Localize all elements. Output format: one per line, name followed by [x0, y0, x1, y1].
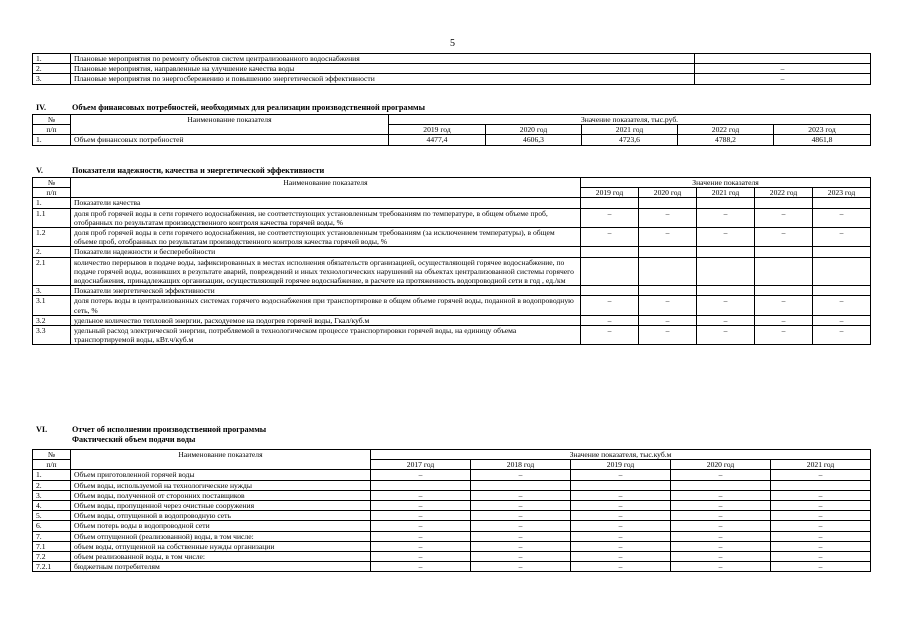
row-value: –	[581, 326, 639, 345]
row-value	[371, 480, 471, 490]
table-row	[33, 531, 871, 541]
row-value: –	[755, 296, 813, 315]
row-value: –	[771, 531, 871, 541]
section-4-heading	[36, 103, 425, 112]
row-value	[581, 286, 639, 296]
row-number: 5.	[33, 511, 71, 521]
row-value	[581, 198, 639, 208]
row-value: –	[371, 521, 471, 531]
row-value	[581, 257, 639, 286]
row-number: 7.	[33, 531, 71, 541]
row-name: Плановые мероприятия, направленные на улучшение качества воды	[71, 64, 695, 74]
row-name: бюджетным потребителям	[71, 562, 371, 572]
table-row	[33, 286, 871, 296]
table-row	[33, 54, 871, 64]
table-row	[33, 228, 871, 247]
year-header: 2022 год	[755, 188, 813, 198]
row-number: 3.	[33, 490, 71, 500]
col-value-header: Значение показателя	[581, 178, 871, 188]
table-row	[33, 135, 871, 145]
row-value: –	[771, 501, 871, 511]
row-value: –	[471, 541, 571, 551]
section-subtitle: Фактический объем подачи воды	[72, 435, 196, 444]
row-name: Показатели качества	[71, 198, 581, 208]
col-name-header: Наименование показателя	[71, 450, 371, 470]
row-value: –	[571, 562, 671, 572]
table-row	[33, 208, 871, 227]
row-value: –	[671, 552, 771, 562]
row-value	[771, 480, 871, 490]
row-name: Объем финансовых потребностей	[71, 135, 389, 145]
row-value: –	[771, 511, 871, 521]
row-value: –	[755, 228, 813, 247]
section-6-subheading	[36, 435, 195, 444]
row-name: объем реализованной воды, в том числе:	[71, 552, 371, 562]
row-value	[671, 480, 771, 490]
row-number: 1.	[33, 54, 71, 64]
row-name: Объем воды, полученной от сторонних поставщиков	[71, 490, 371, 500]
row-value: –	[581, 228, 639, 247]
row-value: –	[571, 541, 671, 551]
row-name: Объем воды, пропущенной через очистные сооружения	[71, 501, 371, 511]
row-value: –	[697, 326, 755, 345]
row-value: –	[471, 490, 571, 500]
row-value: –	[371, 562, 471, 572]
row-value: –	[671, 531, 771, 541]
row-value: –	[471, 531, 571, 541]
row-value	[697, 247, 755, 257]
row-name: объем воды, отпущенной на собственные нужды организации	[71, 541, 371, 551]
row-value: –	[771, 541, 871, 551]
row-number: 6.	[33, 521, 71, 531]
row-value: –	[671, 490, 771, 500]
row-value	[813, 247, 871, 257]
table-row	[33, 247, 871, 257]
row-value: 4788,2	[678, 135, 774, 145]
row-value: –	[571, 511, 671, 521]
row-number: 7.1	[33, 541, 71, 551]
row-name: доля потерь воды в централизованных системах горячего водоснабжения при транспортировке в общем объеме горячей воды, поданной в водопроводную сеть, %	[71, 296, 581, 315]
table-row	[33, 541, 871, 551]
row-value: –	[471, 470, 571, 480]
row-value: –	[697, 315, 755, 325]
water-supply-report-table	[32, 449, 871, 572]
page-number: 5	[450, 38, 455, 49]
row-name: удельный расход электрической энергии, потребляемой в технологическом процессе транспортировки горячей воды, на единицу объема транспортируемой воды, кВт.ч/куб.м	[71, 326, 581, 345]
row-value	[697, 257, 755, 286]
row-value: –	[813, 296, 871, 315]
row-value: –	[471, 562, 571, 572]
row-number: 2.	[33, 480, 71, 490]
row-name: Объем приготовленной горячей воды	[71, 470, 371, 480]
row-number: 1.	[33, 135, 71, 145]
row-value	[813, 257, 871, 286]
table-row	[33, 257, 871, 286]
year-header: 2021 год	[771, 460, 871, 470]
col-num-subheader: п/п	[33, 125, 71, 135]
table-row	[33, 315, 871, 325]
row-value: –	[671, 511, 771, 521]
row-name: Показатели энергетической эффективности	[71, 286, 581, 296]
year-header: 2021 год	[697, 188, 755, 198]
row-value: –	[371, 552, 471, 562]
row-value: –	[813, 228, 871, 247]
row-value: –	[771, 490, 871, 500]
table-row	[33, 296, 871, 315]
row-value: 4606,3	[486, 135, 582, 145]
row-value	[813, 198, 871, 208]
row-value: –	[697, 296, 755, 315]
row-value: –	[581, 296, 639, 315]
year-header: 2019 год	[389, 125, 486, 135]
table-row	[33, 521, 871, 531]
col-name-header: Наименование показателя	[71, 178, 581, 198]
row-value: 4723,6	[582, 135, 678, 145]
year-header: 2019 год	[581, 188, 639, 198]
section-number: V.	[36, 166, 43, 175]
row-value: –	[755, 208, 813, 227]
row-value: –	[813, 315, 871, 325]
row-name: Объем отпущенной (реализованной) воды, в том числе:	[71, 531, 371, 541]
row-value: –	[471, 511, 571, 521]
section-6-heading	[36, 425, 266, 434]
row-value: –	[671, 541, 771, 551]
section-number: VI.	[36, 425, 48, 434]
row-value: –	[671, 470, 771, 480]
row-number: 4.	[33, 501, 71, 511]
col-value-header: Значение показателя, тыс.куб.м	[371, 450, 871, 460]
row-number: 3.2	[33, 315, 71, 325]
row-value	[471, 480, 571, 490]
table-row	[33, 326, 871, 345]
reliability-quality-table	[32, 177, 871, 345]
planned-measures-table	[32, 53, 871, 85]
row-value: –	[671, 501, 771, 511]
col-name-header: Наименование показателя	[71, 115, 389, 135]
row-value	[639, 286, 697, 296]
row-name: Объем потерь воды в водопроводной сети	[71, 521, 371, 531]
table-row	[33, 480, 871, 490]
row-number: 1.	[33, 198, 71, 208]
row-value: –	[571, 501, 671, 511]
row-name: Показатели надежности и бесперебойности	[71, 247, 581, 257]
row-value	[755, 198, 813, 208]
col-num-subheader: п/п	[33, 188, 71, 198]
row-name: удельное количество тепловой энергии, расходуемое на подогрев горячей воды, Гкал/куб.м	[71, 315, 581, 325]
row-number: 1.1	[33, 208, 71, 227]
table-row	[33, 470, 871, 480]
row-name: Объем воды, отпущенной в водопроводную сеть	[71, 511, 371, 521]
row-value: –	[371, 541, 471, 551]
row-value: –	[639, 296, 697, 315]
table-row	[33, 64, 871, 74]
col-value-header: Значение показателя, тыс.руб.	[389, 115, 871, 125]
row-value: –	[571, 552, 671, 562]
table-row	[33, 74, 871, 84]
section-5-heading	[36, 166, 324, 175]
row-number: 7.2	[33, 552, 71, 562]
table-row	[33, 552, 871, 562]
row-value: –	[697, 208, 755, 227]
section-number: IV.	[36, 103, 47, 112]
year-header: 2020 год	[639, 188, 697, 198]
row-value: –	[639, 228, 697, 247]
col-num-subheader: п/п	[33, 460, 71, 470]
row-name: доля проб горячей воды в сети горячего водоснабжения, не соответствующих установленным требованиям (за исключением температуры), в общем объеме проб, отобранных по результатам производственного контроля качества горячей воды, %	[71, 228, 581, 247]
row-value	[755, 257, 813, 286]
row-value: –	[671, 562, 771, 572]
year-header: 2022 год	[678, 125, 774, 135]
row-value: –	[371, 511, 471, 521]
row-value: –	[771, 562, 871, 572]
row-value	[639, 247, 697, 257]
row-value: –	[371, 531, 471, 541]
row-value: –	[471, 501, 571, 511]
row-number: 2.	[33, 64, 71, 74]
row-value	[755, 247, 813, 257]
row-value	[813, 286, 871, 296]
col-num-header: №	[33, 115, 71, 125]
row-value: –	[695, 64, 871, 74]
row-number: 1.2	[33, 228, 71, 247]
row-value: –	[471, 552, 571, 562]
row-value	[581, 247, 639, 257]
col-num-header: №	[33, 450, 71, 460]
row-value: –	[695, 74, 871, 84]
row-value: –	[581, 208, 639, 227]
row-value	[697, 198, 755, 208]
row-value: –	[755, 326, 813, 345]
year-header: 2020 год	[671, 460, 771, 470]
row-value	[639, 257, 697, 286]
row-value: –	[671, 521, 771, 531]
row-name: доля проб горячей воды в сети горячего водоснабжения, не соответствующих установленным требованиям по температуре, в общем объеме проб, отобранных по результатам производственного контроля качества горячей воды, %	[71, 208, 581, 227]
row-value: –	[771, 552, 871, 562]
row-value: –	[571, 521, 671, 531]
year-header: 2021 год	[582, 125, 678, 135]
row-value: –	[697, 228, 755, 247]
row-value: –	[571, 470, 671, 480]
row-value: –	[639, 326, 697, 345]
row-number: 3.	[33, 286, 71, 296]
row-value: –	[755, 315, 813, 325]
section-title: Объем финансовых потребностей, необходимых для реализации производственной программы	[72, 103, 426, 112]
table-row	[33, 562, 871, 572]
row-value: –	[371, 501, 471, 511]
row-value: –	[581, 315, 639, 325]
row-name: количество перерывов в подаче воды, зафиксированных в местах исполнения обязательств организацией, осуществляющей горячее водоснабжение, по подаче горячей воды, возникших в результате аварий, повреждений и иных технологических нарушений на объектах централизованной системы горячего водоснабжения, принадлежащих организации, осуществляющей горячее водоснабжение, в расчете на протяженность водопроводной сети в год , ед./км	[71, 257, 581, 286]
row-number: 3.	[33, 74, 71, 84]
row-value	[697, 286, 755, 296]
row-value: 4861,8	[774, 135, 871, 145]
year-header: 2018 год	[471, 460, 571, 470]
row-value: –	[371, 470, 471, 480]
row-number: 1.	[33, 470, 71, 480]
row-value: –	[571, 531, 671, 541]
row-name: Плановые мероприятия по энергосбережению и повышению энергетической эффективности	[71, 74, 695, 84]
row-value: –	[771, 470, 871, 480]
year-header: 2017 год	[371, 460, 471, 470]
row-number: 2.	[33, 247, 71, 257]
year-header: 2020 год	[486, 125, 582, 135]
row-value: 4477,4	[389, 135, 486, 145]
year-header: 2023 год	[774, 125, 871, 135]
row-number: 3.1	[33, 296, 71, 315]
row-value: –	[813, 208, 871, 227]
row-value: –	[371, 490, 471, 500]
row-number: 7.2.1	[33, 562, 71, 572]
row-value: –	[639, 208, 697, 227]
row-value: –	[813, 326, 871, 345]
row-name: Объем воды, используемой на технологические нужды	[71, 480, 371, 490]
col-num-header: №	[33, 178, 71, 188]
row-number: 3.3	[33, 326, 71, 345]
row-value: –	[571, 490, 671, 500]
row-value	[755, 286, 813, 296]
table-row	[33, 511, 871, 521]
row-value	[639, 198, 697, 208]
financial-needs-table	[32, 114, 871, 146]
section-title: Отчет об исполнении производственной программы	[72, 425, 267, 434]
row-number: 2.1	[33, 257, 71, 286]
table-row	[33, 501, 871, 511]
row-value: –	[771, 521, 871, 531]
year-header: 2019 год	[571, 460, 671, 470]
row-value: –	[471, 521, 571, 531]
row-value	[695, 54, 871, 64]
year-header: 2023 год	[813, 188, 871, 198]
row-name: Плановые мероприятия по ремонту объектов систем централизованного водоснабжения	[71, 54, 695, 64]
row-value	[571, 480, 671, 490]
table-row	[33, 198, 871, 208]
section-title: Показатели надежности, качества и энергетической эффективности	[72, 166, 325, 175]
row-value: –	[639, 315, 697, 325]
table-row	[33, 490, 871, 500]
